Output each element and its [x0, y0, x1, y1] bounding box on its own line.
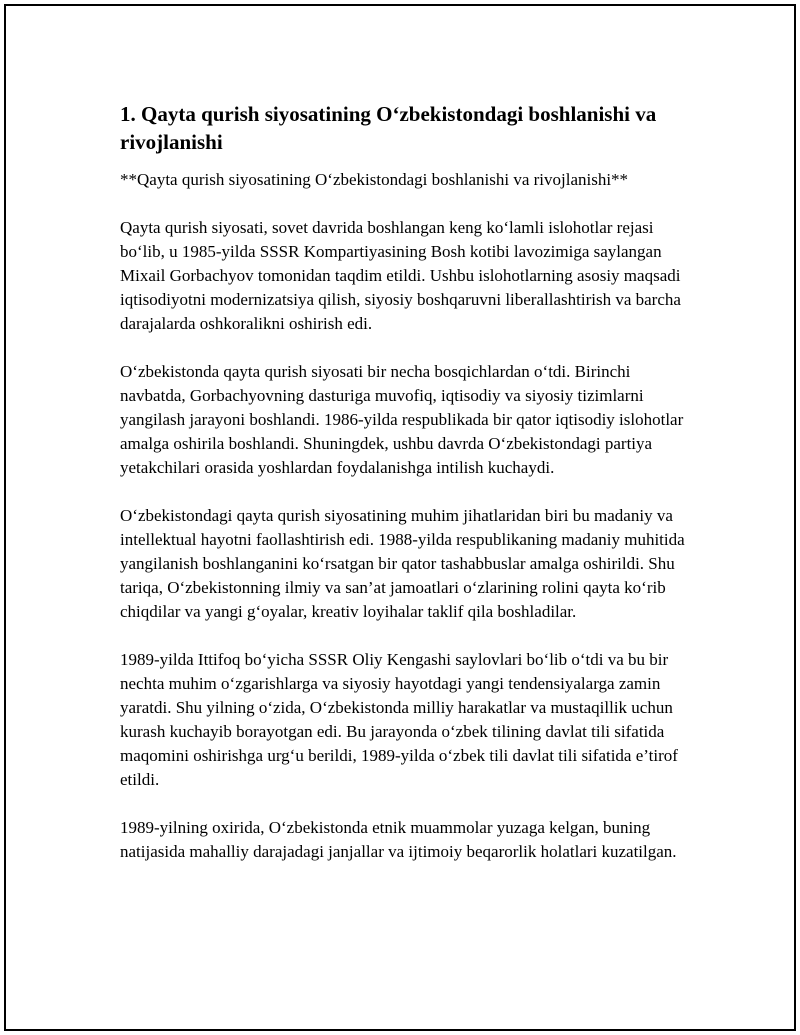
paragraph-ethnic-issues: 1989-yilning oxirida, O‘zbekistonda etnik muammolar yuzaga kelgan, buning natijasida mahalliy darajadagi janjallar va ijtimoiy beqarorlik holatlari kuzatilgan. — [120, 818, 677, 861]
document-body — [120, 100, 700, 888]
bold-markdown-title: **Qayta qurish siyosatining O‘zbekistondagi boshlanishi va rivojlanishi** — [120, 170, 629, 189]
paragraph-stages: O‘zbekistonda qayta qurish siyosati bir necha bosqichlardan o‘tdi. Birinchi navbatda, Gorbachyovning dasturiga muvofiq, iqtisodiy va siyosiy tizimlarni yangilash jarayoni boshlandi. 1986-yilda respublikada bir qator iqtisodiy islohotlar amalga oshirila boshlandi. Shuningdek, ushbu davrda O‘zbekistondagi partiya yetakchilari orasida yoshlardan foydalanishga intilish kuchaydi. — [120, 362, 684, 477]
paragraph-1989-elections: 1989-yilda Ittifoq bo‘yicha SSSR Oliy Kengashi saylovlari bo‘lib o‘tdi va bu bir nechta muhim o‘zgarishlarga va siyosiy hayotdagi yangi tendensiyalarga zamin yaratdi. Shu yilning o‘zida, O‘zbekistonda milliy harakatlar va mustaqillik uchun kurash kuchayib borayotgan edi. Bu jarayonda o‘zbek tilining davlat tili sifatida maqomini oshirishga urg‘u berildi, 1989-yilda o‘zbek tili davlat tili sifatida e’tirof etildi. — [120, 650, 678, 789]
paragraph-intro: Qayta qurish siyosati, sovet davrida boshlangan keng ko‘lamli islohotlar rejasi bo‘lib, u 1985-yilda SSSR Kompartiyasining Bosh kotibi lavozimiga saylangan Mixail Gorbachyov tomonidan taqdim etildi. Ushbu islohotlarning asosiy maqsadi iqtisodiyotni modernizatsiya qilish, siyosiy boshqaruvni liberallashtirish va barcha darajalarda oshkoralikni oshirish edi. — [120, 218, 681, 333]
section-heading: 1. Qayta qurish siyosatining O‘zbekistondagi boshlanishi va rivojlanishi — [120, 102, 657, 154]
paragraph-culture: O‘zbekistondagi qayta qurish siyosatining muhim jihatlaridan biri bu madaniy va intellektual hayotni faollashtirish edi. 1988-yilda respublikaning madaniy muhitida yangilanish boshlanganini ko‘rsatgan bir qator tashabbuslar amalga oshirildi. Shu tariqa, O‘zbekistonning ilmiy va san’at jamoatlari o‘zlarining rolini qayta ko‘rib chiqdilar va yangi g‘oyalar, kreativ loyihalar taklif qila boshladilar. — [120, 506, 685, 621]
page-frame — [4, 4, 796, 1031]
